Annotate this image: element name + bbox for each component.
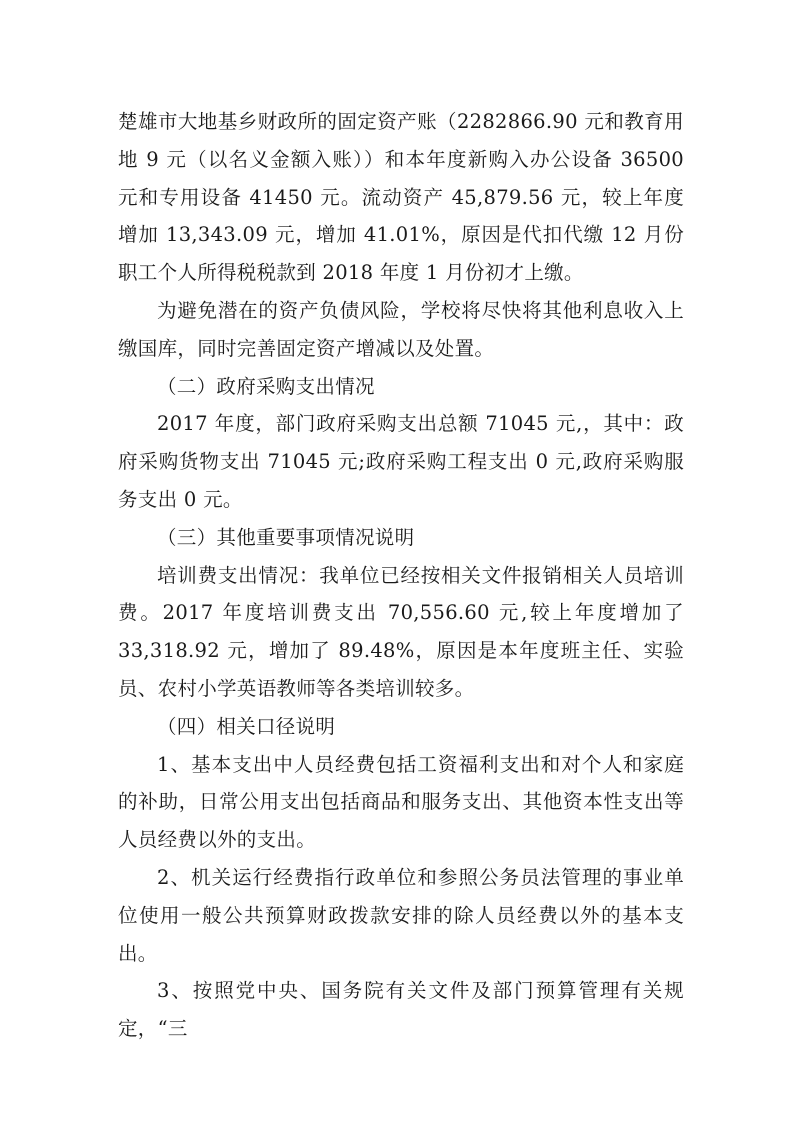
paragraph-definition-basic-expenditure: 1、基本支出中人员经费包括工资福利支出和对个人和家庭的补助，日常公用支出包括商品和服务支出、其他资本性支出等人员经费以外的支出。	[118, 752, 684, 852]
paragraph-procurement-totals: 2017 年度，部门政府采购支出总额 71045 元,，其中：政府采购货物支出 71045 元;政府采购工程支出 0 元,政府采购服务支出 0 元。	[118, 412, 684, 511]
paragraph-training-expenses: 培训费支出情况：我单位已经按相关文件报销相关人员培训费。2017 年度培训费支出 70,556.60 元,较上年度增加了 33,318.92 元，增加了 89.48%，原因是本年度班主任、实验员、农村小学英语教师等各类培训较多。	[118, 563, 684, 700]
heading-definitions: （四）相关口径说明	[157, 714, 336, 738]
paragraph-definition-three-public: 3、按照党中央、国务院有关文件及部门预算管理有关规定，“三	[118, 979, 684, 1041]
paragraph-definition-operating-funds: 2、机关运行经费指行政单位和参照公务员法管理的事业单位使用一般公共预算财政拨款安排的除人员经费以外的基本支出。	[118, 865, 684, 965]
document-page	[118, 103, 684, 1048]
paragraph-fixed-assets: 楚雄市大地基乡财政所的固定资产账（2282866.90 元和教育用地 9 元（以名义金额入账））和本年度新购入办公设备 36500 元和专用设备 41450 元。流动资产 45,879.56 元，较上年度增加 13,343.09 元，增加 41.01%，原因是代扣代缴 12 月份职工个人所得税税款到 2018 年度 1 月份初才上缴。	[118, 110, 684, 285]
heading-government-procurement: （二）政府采购支出情况	[157, 374, 375, 398]
paragraph-risk-avoidance: 为避免潜在的资产负债风险，学校将尽快将其他利息收入上缴国库，同时完善固定资产增减以及处置。	[118, 298, 684, 360]
heading-other-matters: （三）其他重要事项情况说明	[157, 525, 415, 549]
